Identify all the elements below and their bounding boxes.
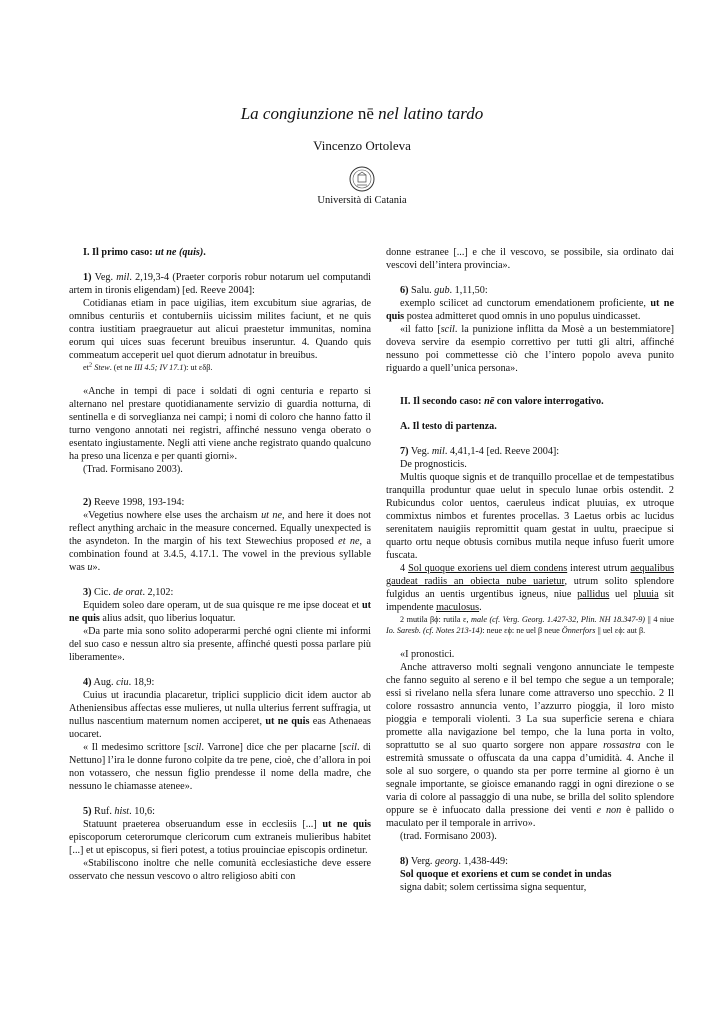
section-heading-2: II. Il secondo caso: nē con valore interrogativo. (400, 396, 604, 407)
example-4-ref: 4) Aug. ciu. 18,9: (83, 677, 155, 688)
title-word: nē (357, 104, 374, 123)
example-5-ref: 5) Ruf. hist. 10,6: (83, 806, 155, 817)
example-7-subtitle: De prognosticis. (400, 459, 467, 470)
example-7-apparatus: 2 mutila βϕ: rutila ε, male (cf. Verg. Georg. 1.427-32, Plin. NH 18.347-9) || 4 niue Io. Saresb. (cf. Notes 213-14): neue εϕ: ne uel β neue Önnerfors || uel εϕ: aut β. (386, 615, 675, 635)
example-1-ref: 1) Veg. mil. 2,19,3-4 (Praeter corporis robur notarum uel computandi artem in tironis eligendam) [ed. Reeve 2004]: (69, 272, 371, 296)
example-7-text: Multis quoque signis et de tranquillo procellae et de tempestatibus tranquilla produntur quae uelut in speculo lunae orbis ostendit. 2 Rubicundus color uentos, caeruleus indicat pluuias, ex utroque commixtus nimbos et furentes procellas. 3 Laetus orbis ac lucidus serenitatem nauigiis repromittit quam gestat in uultu, praecipue si quarto ortu neque obtusis cornibus mutila neque infuso fuerit umore fuscata. (386, 472, 674, 561)
example-5-text: Statuunt praeterea obseruandum esse in ecclesiis [...] ut ne quis episcoporum ceterorumque clericorum cum extraneis mulieribus habitet [...] et ut episcopus, si fieri potest, a totius prouinciae episcopis ordinetur. (69, 819, 371, 856)
example-2-ref: 2) Reeve 1998, 193-194: (83, 497, 185, 508)
example-5-translation-cont: donne estranee [...] e che il vescovo, se possibile, sia ordinato dai vescovi dell’intera provincia». (386, 247, 674, 271)
university: Università di Catania (317, 195, 407, 206)
left-column (69, 246, 371, 883)
subsection-heading-a: A. Il testo di partenza. (400, 421, 497, 432)
example-2-text: «Vegetius nowhere else uses the archaism ut ne, and here it does not reflect anything archaic in the measure concerned. Equally unexpected is the asyndeton. In the margin of his text Stewechius proposed et ne, a combination found at 3.4.5, 4.17.1. The vowel in the previous syllable was u». (69, 510, 371, 573)
example-6-text: exemplo scilicet ad cunctorum emendationem proficiente, ut ne quis postea admitteret quod omnis in uno populus uindicasset. (386, 298, 674, 322)
title-post: nel latino tardo (373, 104, 484, 123)
example-1-apparatus: $et^2$ Stew. (et ne III 4.5; IV 17.1): ut εδβ. (83, 361, 213, 372)
university-seal-icon (349, 166, 375, 192)
example-8-line-2: signa dabit; solem certissima signa sequentur, (400, 882, 587, 893)
author: Vincenzo Ortoleva (313, 138, 411, 153)
section-heading-1: I. Il primo caso: ut ne (quis). (83, 247, 206, 258)
example-1-cite: (Trad. Formisano 2003). (83, 464, 183, 475)
example-3-ref: 3) Cic. de orat. 2,102: (83, 587, 174, 598)
example-4-translation: « Il medesimo scrittore [scil. Varrone] dice che per placarne [scil. di Nettuno] l’ira le donne furono colpite da tre pene, cioè, che d’allora in poi non votassero, che nessun figlio prendesse il nome della madre, che nessuno le chiamasse atenee». (69, 742, 371, 792)
example-8-line-1: Sol quoque et exoriens et cum se condet in undas (400, 869, 612, 880)
example-8-ref: 8) Verg. georg. 1,438-449: (400, 856, 508, 867)
right-column (386, 246, 674, 894)
example-7-cite: (trad. Formisano 2003). (400, 831, 497, 842)
example-7-ref: 7) Veg. mil. 4,41,1-4 [ed. Reeve 2004]: (400, 446, 560, 457)
example-1-text: Cotidianas etiam in pace uigilias, item excubitum siue agrarias, de omnibus centuriis et contuberniis uicissim milites faciunt, et ne quis contra iustitiam praegrauetur aut alicui praestetur immunitas, nomina eorum qui uices suas fecerunt breuibus inseruntur. 4. Quando quis commeatum acceperit uel quot dierum adnotatur in breuibus. (69, 298, 371, 361)
example-4-text: Cuius ut iracundia placaretur, triplici supplicio dicit idem auctor ab Atheniensibus affectas esse mulieres, ut nulla ulterius ferrent suffragia, ut nullus nascentium maternum nomen acciperet, ut ne quis eas Athenaeas uocaret. (69, 690, 372, 740)
example-6-ref: 6) Salu. gub. 1,11,50: (400, 285, 488, 296)
example-5-translation: «Stabiliscono inoltre che nelle comunità ecclesiastiche deve essere osservato che nessun vescovo o altro religioso abiti con (69, 858, 371, 882)
example-6-translation: «il fatto [scil. la punizione inflitta da Mosè a un bestemmiatore] doveva servire da esempio correttivo per tutti gli altri, affinché nessuno poi commettesse ciò che l’intero popolo aveva punito riguardo a quell’unica persona». (386, 324, 674, 374)
example-7-translation: Anche attraverso molti segnali vengono annunciate le tempeste che fanno seguito al sereno e il bel tempo che segue a un temporale; essi si rivelano nella sfera lunare come attraverso uno specchio. 2 Il colore rossastro annuncia vento, l’azzurro pioggia, il loro misto pioggia e temporali violenti. 3 La sua superficie serena e chiara promette alla navigazione bel tempo, che la luna porta in volto, soprattutto se al suo quarto sorgere non appare rossastra con le estremità smussate o offuscata da una cappa d’umidità. 4. Anche il sole al suo sorgere, o quando sta per porre termine al giorno è un segnale importante, se gioisce emanando raggi in ogni direzione o se varia di colore al passaggio di una nube, se brilla del solito splendore oppure se è infuocato dalla pressione dei venti e non è pallido o maculato per il temporale in arrivo». (386, 662, 674, 829)
example-7-translation-head: «I pronostici. (400, 649, 455, 660)
example-7-text-underlined: 4 Sol quoque exoriens uel diem condens interest utrum aequalibus gaudeat radiis an obiecta nube uarietur, utrum solito splendore fulgidus an uentis urgentibus igneus, niue pallidus uel pluuia sit impendente maculosus. (386, 563, 675, 613)
title-pre: La congiunzione (240, 104, 358, 123)
paper-title (0, 104, 724, 124)
example-3-text: Equidem soleo dare operam, ut de sua quisque re me ipse doceat et ut ne quis alius adsit, quo liberius loquatur. (69, 600, 371, 624)
example-1-translation: «Anche in tempi di pace i soldati di ogni centuria e reparto si alternano nel prestare quotidianamente servizio di guardia notturna, di sentinella e di sorveglianza nei campi; i nomi di coloro che hanno fatto il turno vengono annotati nei registri, affinché nessuno venga oberato o esentato ingiustamente. Negli atti viene anche registrato quando qualcuno ha preso una licenza e per quanti giorni». (69, 386, 371, 462)
example-3-translation: «Da parte mia sono solito adoperarmi perché ogni cliente mi informi del suo caso e nessun altro sia presente, affinché questi possa parlare più liberamente». (69, 626, 371, 663)
